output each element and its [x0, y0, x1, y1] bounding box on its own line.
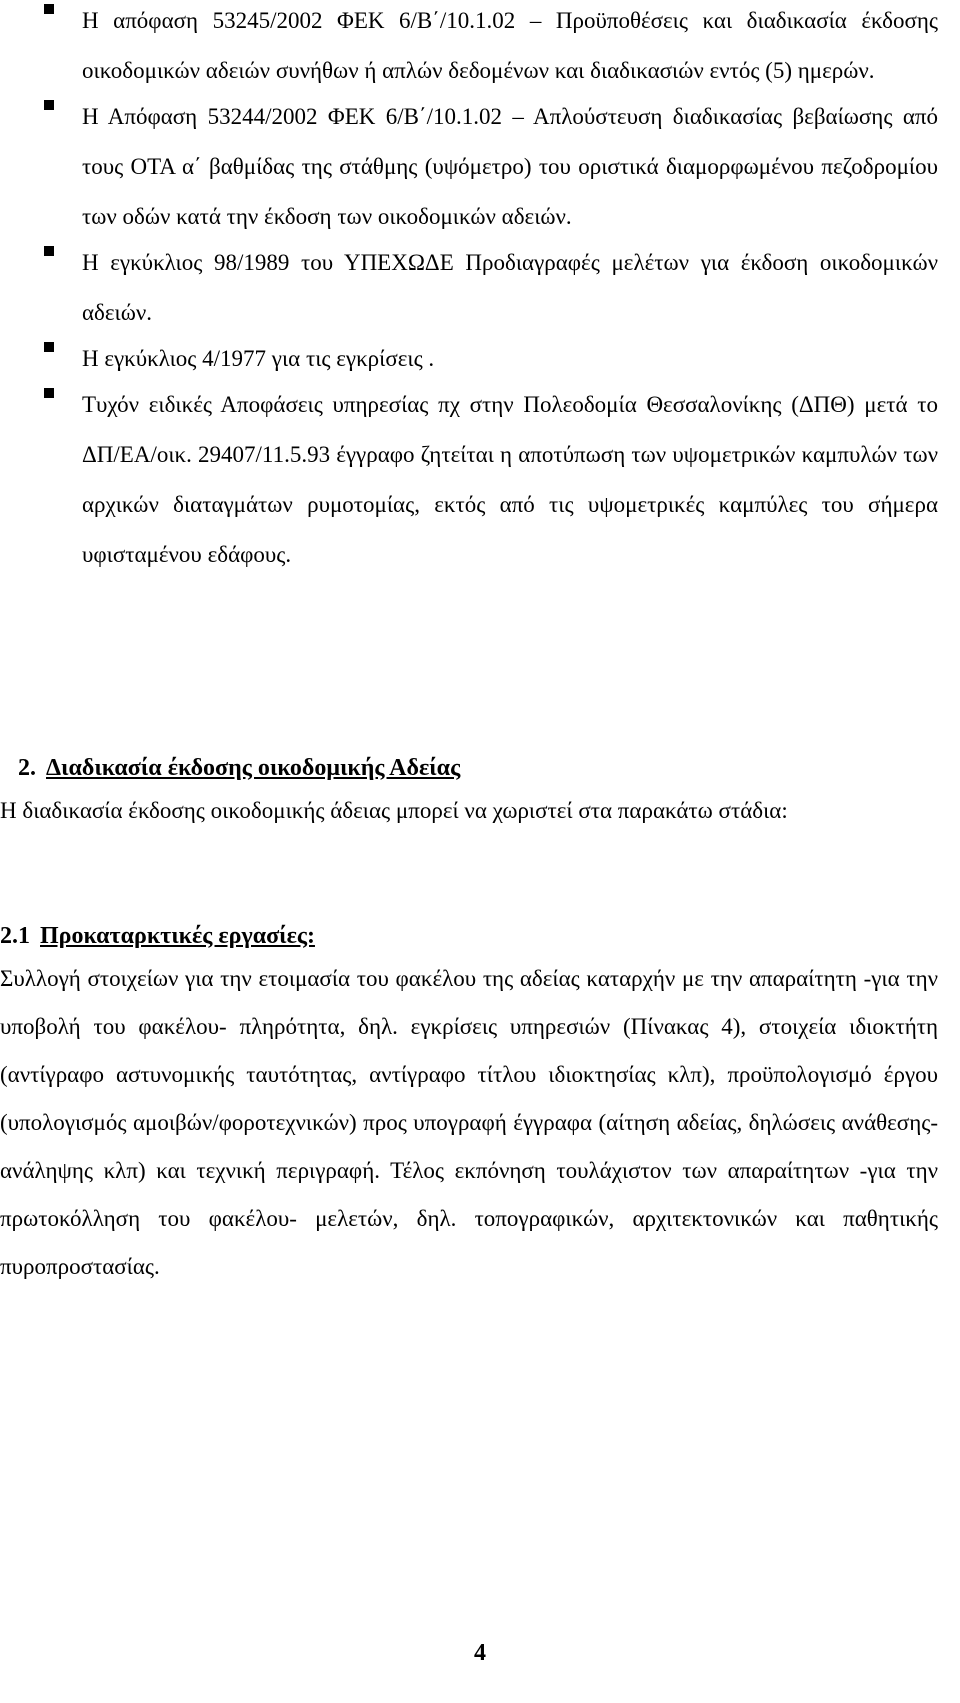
section-2-1-number: 2.1 [0, 923, 30, 949]
list-item-text: Τυχόν ειδικές Αποφάσεις υπηρεσίας πχ στην Πολεοδομία Θεσσαλονίκης (ΔΠΘ) μετά το ΔΠ/ΕΑ/οικ. 29407/11.5.93 έγγραφο ζητείται η αποτύπωση των υψομετρικών καμπυλών των αρχικών διαταγμάτων ρυμοτομίας, εκτός από τις υψομετρικές καμπύλες του σήμερα υφισταμένου εδάφους. [82, 392, 938, 567]
square-bullet-icon [44, 342, 54, 352]
section-2-heading [18, 750, 460, 786]
section-2-1-paragraph: Συλλογή στοιχείων για την ετοιμασία του φακέλου της αδείας καταρχήν με την απαραίτητη -για την υποβολή του φακέλου- πληρότητα, δηλ. εγκρίσεις υπηρεσιών (Πίνακας 4), στοιχεία ιδιοκτήτη (αντίγραφο αστυνομικής ταυτότητας, αντίγραφο τίτλου ιδιοκτησίας κλπ), προϋπολογισμό έργου (υπολογισμός αμοιβών/φοροτεχνικών) προς υπογραφή έγγραφα (αίτηση αδείας, δηλώσεις ανάθεσης-ανάληψης κλπ) και τεχνική περιγραφή. Τέλος εκπόνηση τουλάχιστον των απαραίτητων -για την πρωτοκόλληση του φακέλου- μελετών, δηλ. τοπογραφικών, αρχιτεκτονικών και παθητικής πυροπροστασίας. [0, 966, 938, 1279]
list-item [0, 334, 960, 384]
list-item-text: Η εγκύκλιος 98/1989 του ΥΠΕΧΩΔΕ Προδιαγραφές μελέτων για έκδοση οικοδομικών αδειών. [82, 250, 938, 325]
list-item-text: Η απόφαση 53245/2002 ΦΕΚ 6/Β΄/10.1.02 – Προϋποθέσεις και διαδικασία έκδοσης οικοδομικών αδειών συνήθων ή απλών δεδομένων και διαδικασιών εντός (5) ημερών. [82, 8, 938, 83]
list-item [0, 238, 960, 338]
list-item-text: Η Απόφαση 53244/2002 ΦΕΚ 6/Β΄/10.1.02 – Απλούστευση διαδικασίας βεβαίωσης από τους ΟΤΑ α΄ βαθμίδας της στάθμης (υψόμετρο) του οριστικά διαμορφωμένου πεζοδρομίου των οδών κατά την έκδοση των οικοδομικών αδειών. [82, 104, 938, 229]
section-2-1-title: Προκαταρκτικές εργασίες: [40, 923, 315, 949]
square-bullet-icon [44, 246, 54, 256]
section-2-paragraph: Η διαδικασία έκδοσης οικοδομικής άδειας μπορεί να χωριστεί στα παρακάτω στάδια: [0, 798, 788, 823]
section-2-title: Διαδικασία έκδοσης οικοδομικής Αδείας [46, 755, 461, 781]
list-item-text: Η εγκύκλιος 4/1977 για τις εγκρίσεις . [82, 346, 435, 371]
square-bullet-icon [44, 388, 54, 398]
list-item [0, 380, 960, 580]
square-bullet-icon [44, 4, 54, 14]
list-item [0, 92, 960, 242]
list-item [0, 0, 960, 96]
section-2-number: 2. [18, 755, 36, 781]
square-bullet-icon [44, 100, 54, 110]
section-2-1-heading [0, 918, 315, 954]
page-number: 4 [474, 1640, 486, 1666]
